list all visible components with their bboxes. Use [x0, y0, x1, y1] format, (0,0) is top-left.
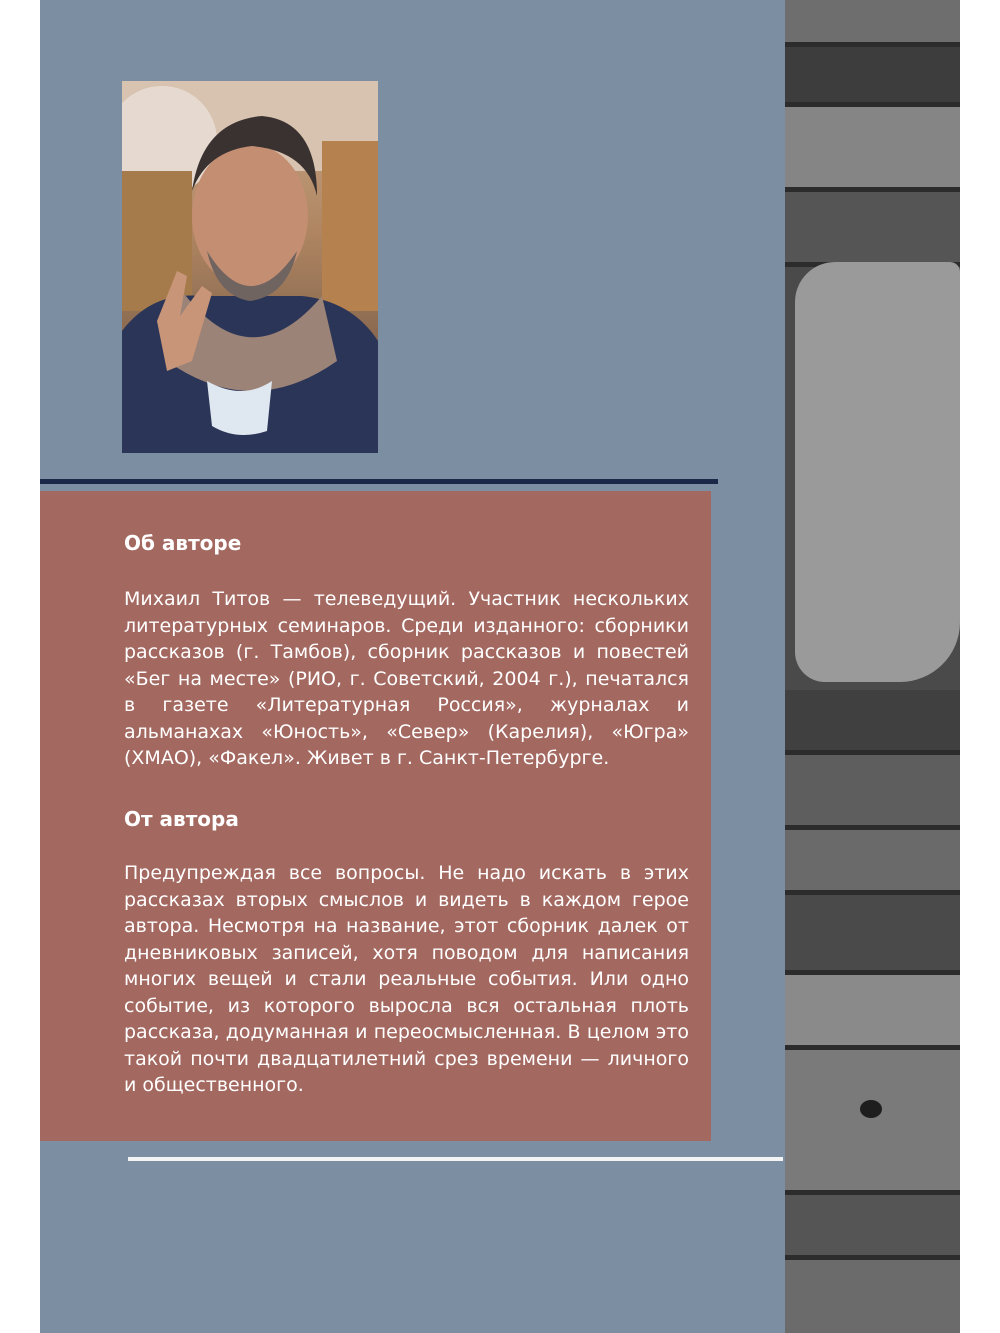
- wall-stone: [785, 830, 960, 895]
- wall-stone: [785, 0, 960, 47]
- about-author-text: Михаил Титов — телеведущий. Участник нескольких литературных семинаров. Среди изданного: сборники рассказов (г. Тамбов), сборник рассказов и повестей «Бег на месте» (РИО, г. Советский, 2004 г.), печатался в газете «Литературная Россия», журналах и альманахах «Юность», «Север» (Карелия), «Югра» (ХМАО), «Факел». Живет в г. Санкт-Петербурге.: [124, 588, 689, 769]
- divider-bottom: [128, 1157, 783, 1161]
- plaster-patch: [795, 262, 960, 682]
- wall-stone: [785, 47, 960, 107]
- author-photo: [122, 81, 378, 453]
- wall-stone: [785, 1050, 960, 1195]
- wall-stone: [785, 755, 960, 830]
- from-author-heading: От автора: [124, 807, 239, 831]
- wall-stone: [785, 690, 960, 755]
- wall-stone: [785, 895, 960, 975]
- divider-top: [40, 479, 718, 484]
- wall-stone: [785, 107, 960, 192]
- wall-stone: [785, 1260, 960, 1333]
- wall-stone: [785, 975, 960, 1050]
- wall-stone: [785, 1195, 960, 1260]
- about-author-heading: Об авторе: [124, 531, 242, 555]
- wall-hole: [860, 1100, 882, 1118]
- stone-wall-image: [785, 0, 960, 1333]
- wall-stone: [785, 192, 960, 267]
- from-author-text: Предупреждая все вопросы. Не надо искать в этих рассказах вторых смыслов и видеть в каждом герое автора. Несмотря на название, этот сборник далек от дневниковых записей, хотя поводом для написания многих вещей и стали реальные события. Или одно событие, из которого выросла вся остальная плоть рассказа, додуманная и переосмысленная. В целом это такой почти двадцатилетний срез времени — личного и общественного.: [124, 862, 689, 1096]
